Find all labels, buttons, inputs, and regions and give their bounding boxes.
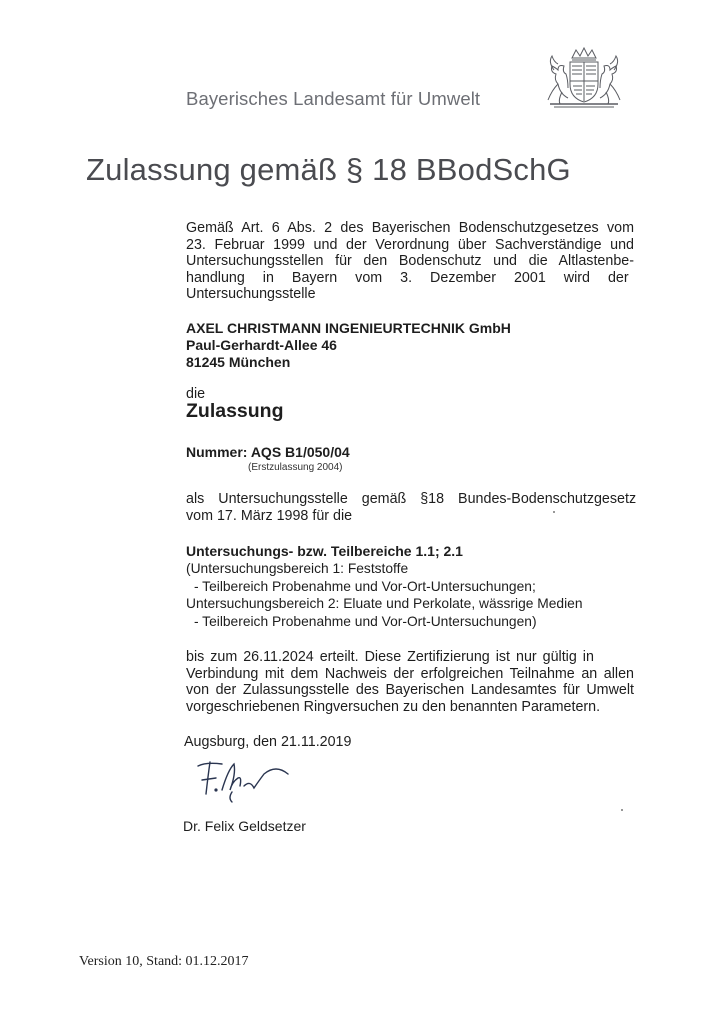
company-street: Paul-Gerhardt-Allee 46 [186,337,337,353]
company-city: 81245 München [186,354,291,370]
approval-number: Nummer: AQS B1/050/04 [186,444,350,460]
area-line: - Teilbereich Probenahme und Vor-Ort-Untersuchungen) [194,613,537,629]
validity-line: von der Zulassungsstelle des Bayerischen Landesamtes für Umwelt [186,682,634,699]
scan-speck [621,809,623,811]
document-title: Zulassung gemäß § 18 BBodSchG [86,152,571,187]
scan-speck [553,511,555,513]
signer-name: Dr. Felix Geldsetzer [183,818,306,834]
areas-list [186,560,634,630]
scope-paragraph [186,491,637,524]
scope-line: vom 17. März 1998 für die [186,507,353,524]
company-name: AXEL CHRISTMANN INGENIEURTECHNIK GmbH [186,320,511,336]
handwritten-signature [192,752,304,806]
area-line: (Untersuchungsbereich 1: Feststoffe [186,561,409,576]
area-line: Untersuchungsbereich 2: Eluate und Perkolate, wässrige Medien [186,596,583,612]
place-date: Augsburg, den 21.11.2019 [184,734,352,750]
intro-line: Untersuchungsstellen für den Bodenschutz und die Altlastenbe- [186,253,634,270]
intro-line: 23. Februar 1999 und der Verordnung über Sachverständige und [186,236,634,253]
bavarian-coat-of-arms-icon [536,44,632,110]
validity-paragraph [186,649,634,715]
first-approval-note: (Erstzulassung 2004) [248,462,343,473]
validity-line: vorgeschriebenen Ringversuchen zu den benannten Parametern. [186,698,601,715]
intro-line: Untersuchungsstelle [186,286,316,303]
areas-heading: Untersuchungs- bzw. Teilbereiche 1.1; 2.1 [186,543,463,559]
intro-line: handlung in Bayern vom 3. Dezember 2001 wird der [186,269,629,286]
validity-line: bis zum 26.11.2024 erteilt. Diese Zertifizierung ist nur gültig in [186,649,594,665]
intro-line: Gemäß Art. 6 Abs. 2 des Bayerischen Bodenschutzgesetzes vom [186,220,634,236]
grant-article: die [186,386,206,402]
agency-name: Bayerisches Landesamt für Umwelt [186,88,481,109]
area-line: - Teilbereich Probenahme und Vor-Ort-Untersuchungen; [194,578,536,594]
intro-paragraph [186,220,634,303]
grant-heading: Zulassung [186,400,284,422]
validity-line: Verbindung mit dem Nachweis der erfolgreichen Teilnahme an allen [186,665,634,682]
scope-line: als Untersuchungsstelle gemäß §18 Bundes-Bodenschutzgesetz [186,491,637,507]
version-footer: Version 10, Stand: 01.12.2017 [79,954,249,969]
company-address [186,320,634,371]
